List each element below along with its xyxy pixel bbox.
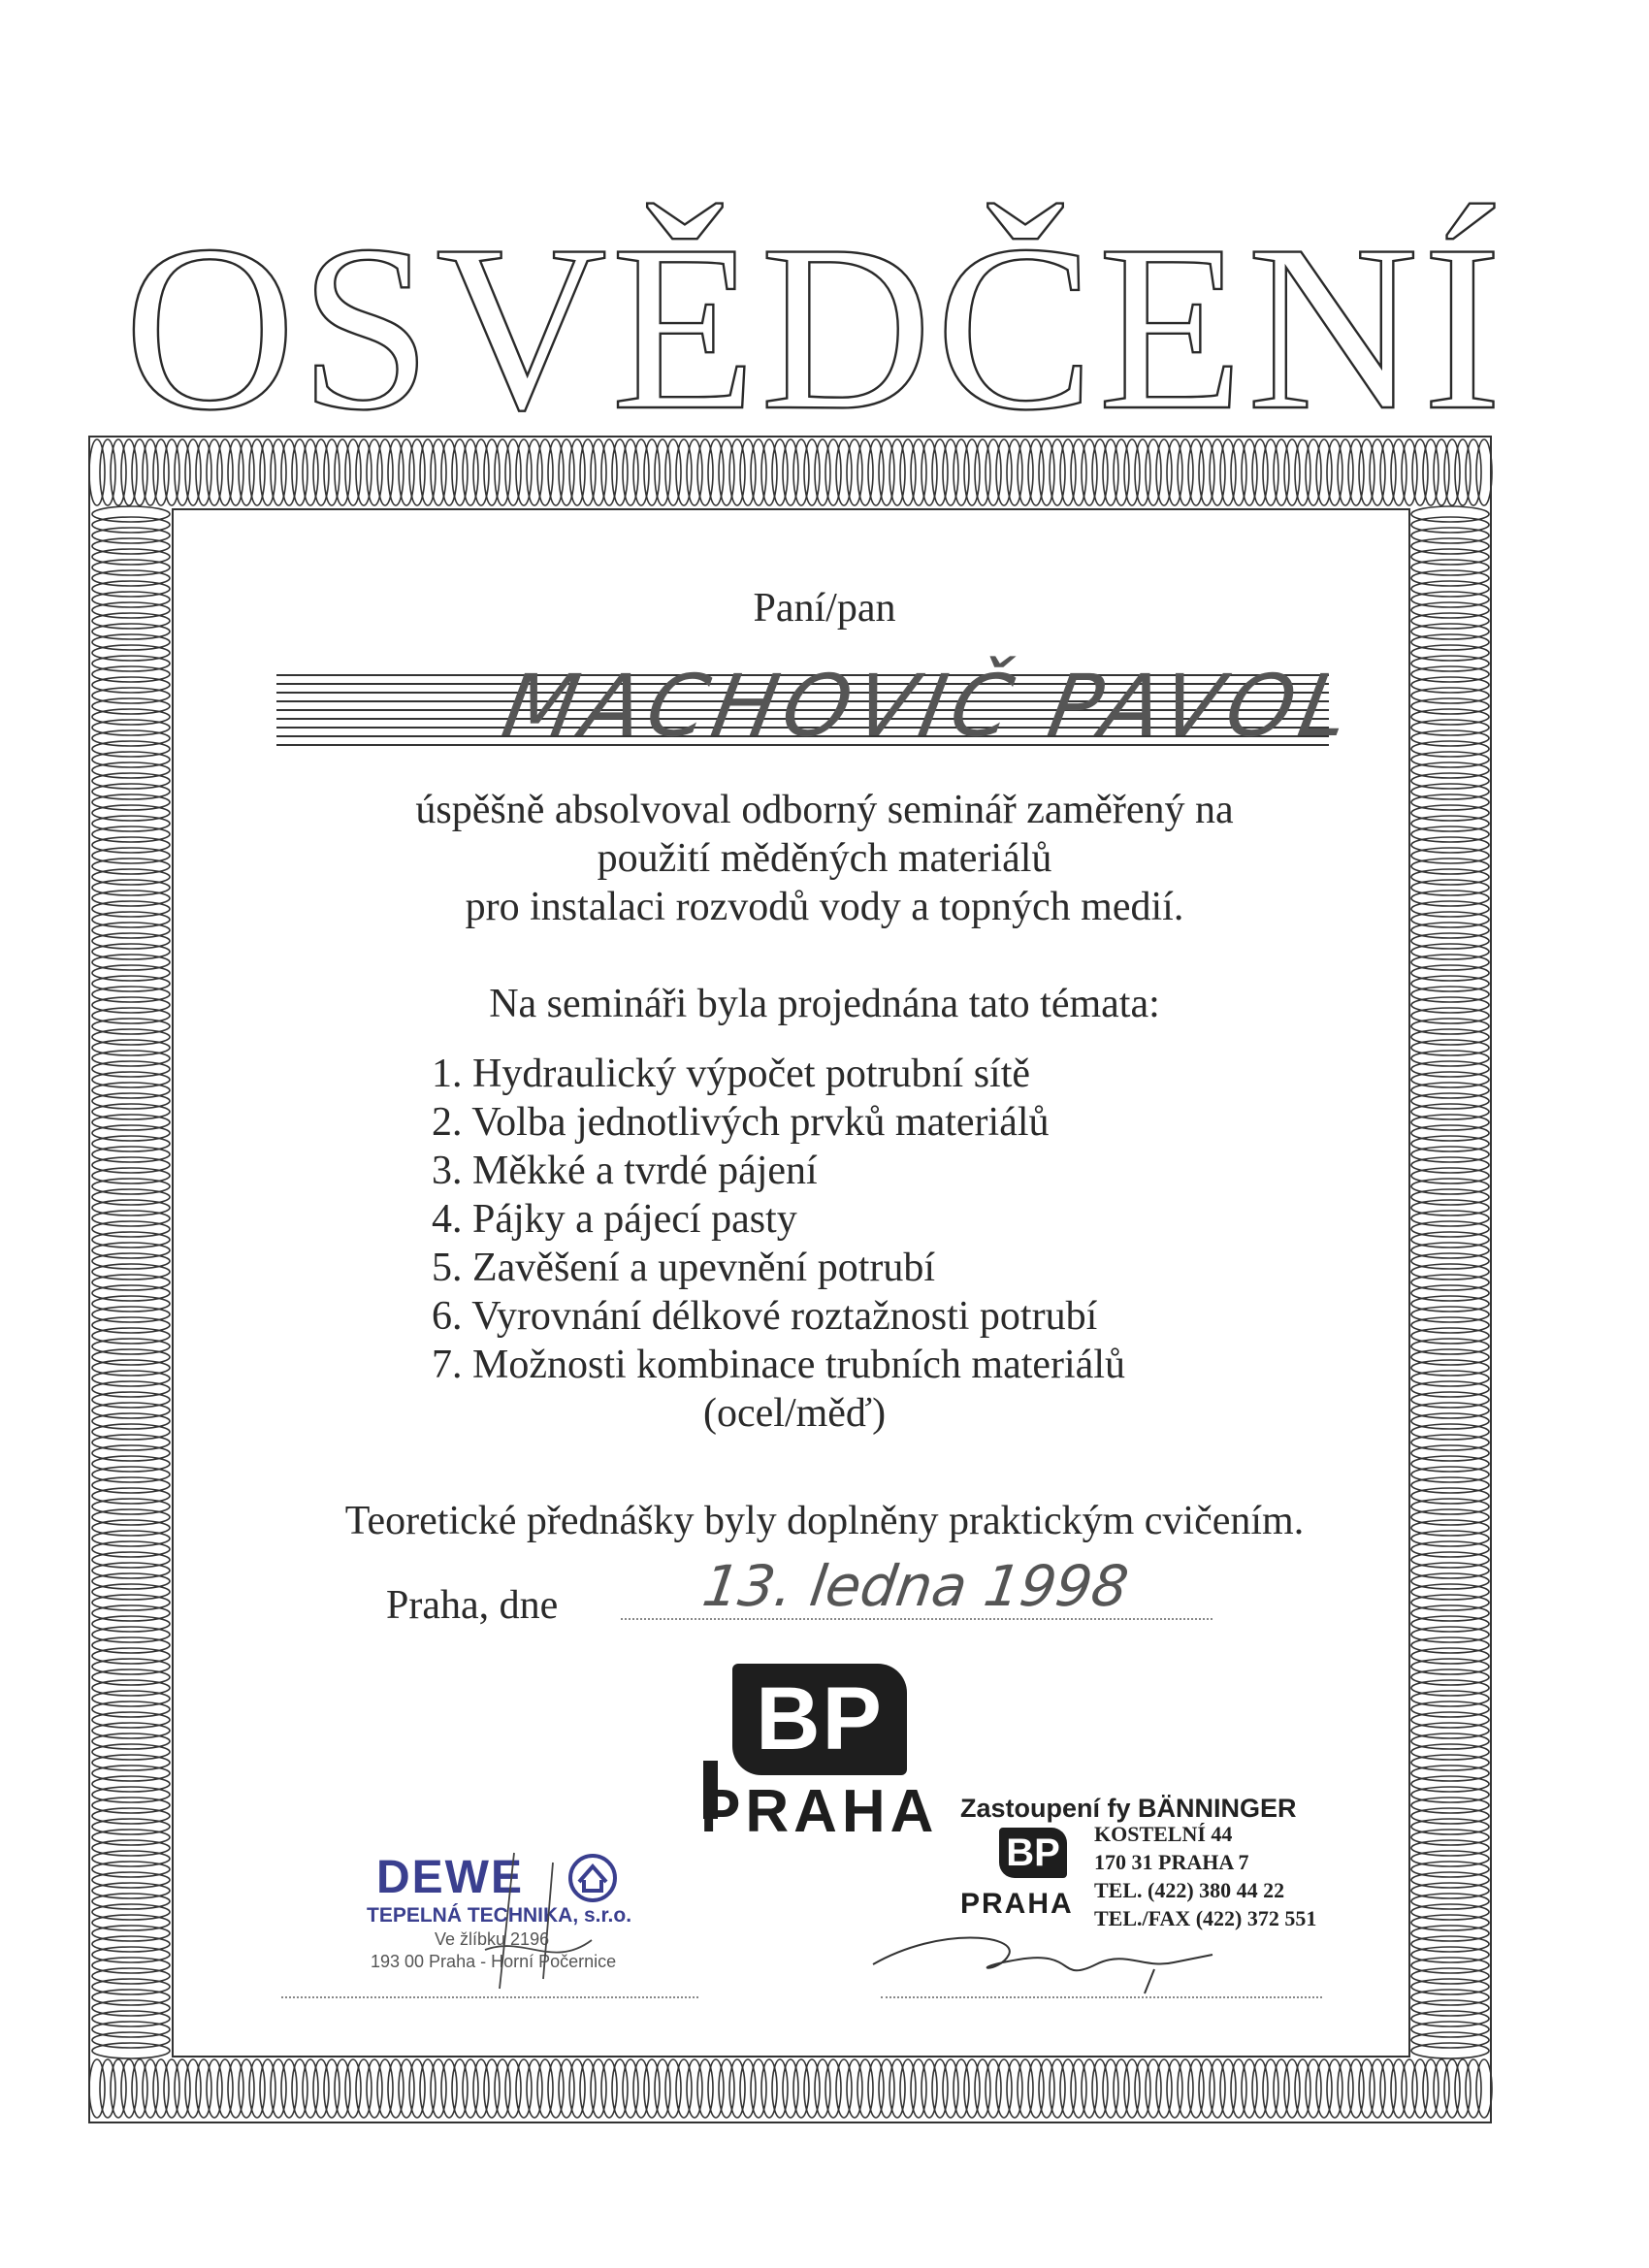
- dewe-stamp-name: DEWE: [376, 1852, 524, 1903]
- topic-item: 3. Měkké a tvrdé pájení: [432, 1149, 818, 1193]
- bp-logo-mark: BP: [732, 1664, 907, 1775]
- banninger-line4: TEL./FAX (422) 372 551: [1094, 1906, 1317, 1930]
- topic-item: 1. Hydraulický výpočet potrubní sítě: [432, 1052, 1031, 1096]
- body-line-3: pro instalaci rozvodů vody a topných medií.: [465, 885, 1184, 929]
- body-line-1: úspěšně absolvoval odborný seminář zaměřený na: [415, 788, 1234, 832]
- banninger-line3: TEL. (422) 380 44 22: [1094, 1878, 1285, 1902]
- border-loop: [1476, 439, 1492, 505]
- place-label: Praha, dne: [386, 1583, 559, 1628]
- certificate-title-text: OSVĚDČENÍ: [123, 196, 1506, 446]
- handwritten-date: 13. ledna 1998: [698, 1553, 1133, 1619]
- recipient-name: MACHOVIČ PAVOL: [496, 656, 1363, 756]
- topic-item: 5. Zavěšení a upevnění potrubí: [432, 1246, 936, 1290]
- banninger-header: Zastoupení fy BÄNNINGER: [960, 1794, 1297, 1823]
- signature-line-left: [281, 1996, 698, 1998]
- banninger-line1: KOSTELNÍ 44: [1094, 1822, 1233, 1846]
- body-line-2: použití měděných materiálů: [597, 836, 1052, 881]
- border-loop: [1411, 2043, 1489, 2058]
- bp-logo: [732, 1664, 907, 1775]
- salutation: Paní/pan: [753, 586, 896, 631]
- topic-item: 7. Možnosti kombinace trubních materiálů: [432, 1343, 1125, 1387]
- banninger-city: PRAHA: [960, 1888, 1074, 1920]
- topics-heading: Na semináři byla projednána tato témata:: [489, 982, 1160, 1026]
- dewe-stamp-line2: Ve žlíbku 2196: [435, 1929, 550, 1949]
- topic-note: (ocel/měď): [703, 1391, 887, 1436]
- topic-item: 4. Pájky a pájecí pasty: [432, 1197, 797, 1242]
- bp-logo-city: PRAHA: [700, 1778, 939, 1845]
- banninger-mark: BP: [999, 1828, 1067, 1878]
- topics-list: [432, 1050, 1125, 1389]
- border-loop: [1476, 2059, 1492, 2118]
- topic-item: 6. Vyrovnání délkové roztažnosti potrubí: [432, 1294, 1098, 1339]
- banninger-line2: 170 31 PRAHA 7: [1094, 1850, 1249, 1874]
- signature-left: [446, 1833, 611, 1998]
- topic-item: 2. Volba jednotlivých prvků materiálů: [432, 1100, 1050, 1145]
- dewe-stamp-line1: TEPELNÁ TECHNIKA, s.r.o.: [367, 1904, 632, 1927]
- signature-line-right: [881, 1996, 1322, 1998]
- closing-sentence: Teoretické přednášky byly doplněny praktickým cvičením.: [344, 1499, 1305, 1543]
- signature-right: [863, 1916, 1232, 2003]
- certificate-title: [58, 165, 1571, 446]
- dewe-stamp-line3: 193 00 Praha - Horní Počernice: [371, 1952, 617, 1971]
- border-loop: [92, 2043, 170, 2058]
